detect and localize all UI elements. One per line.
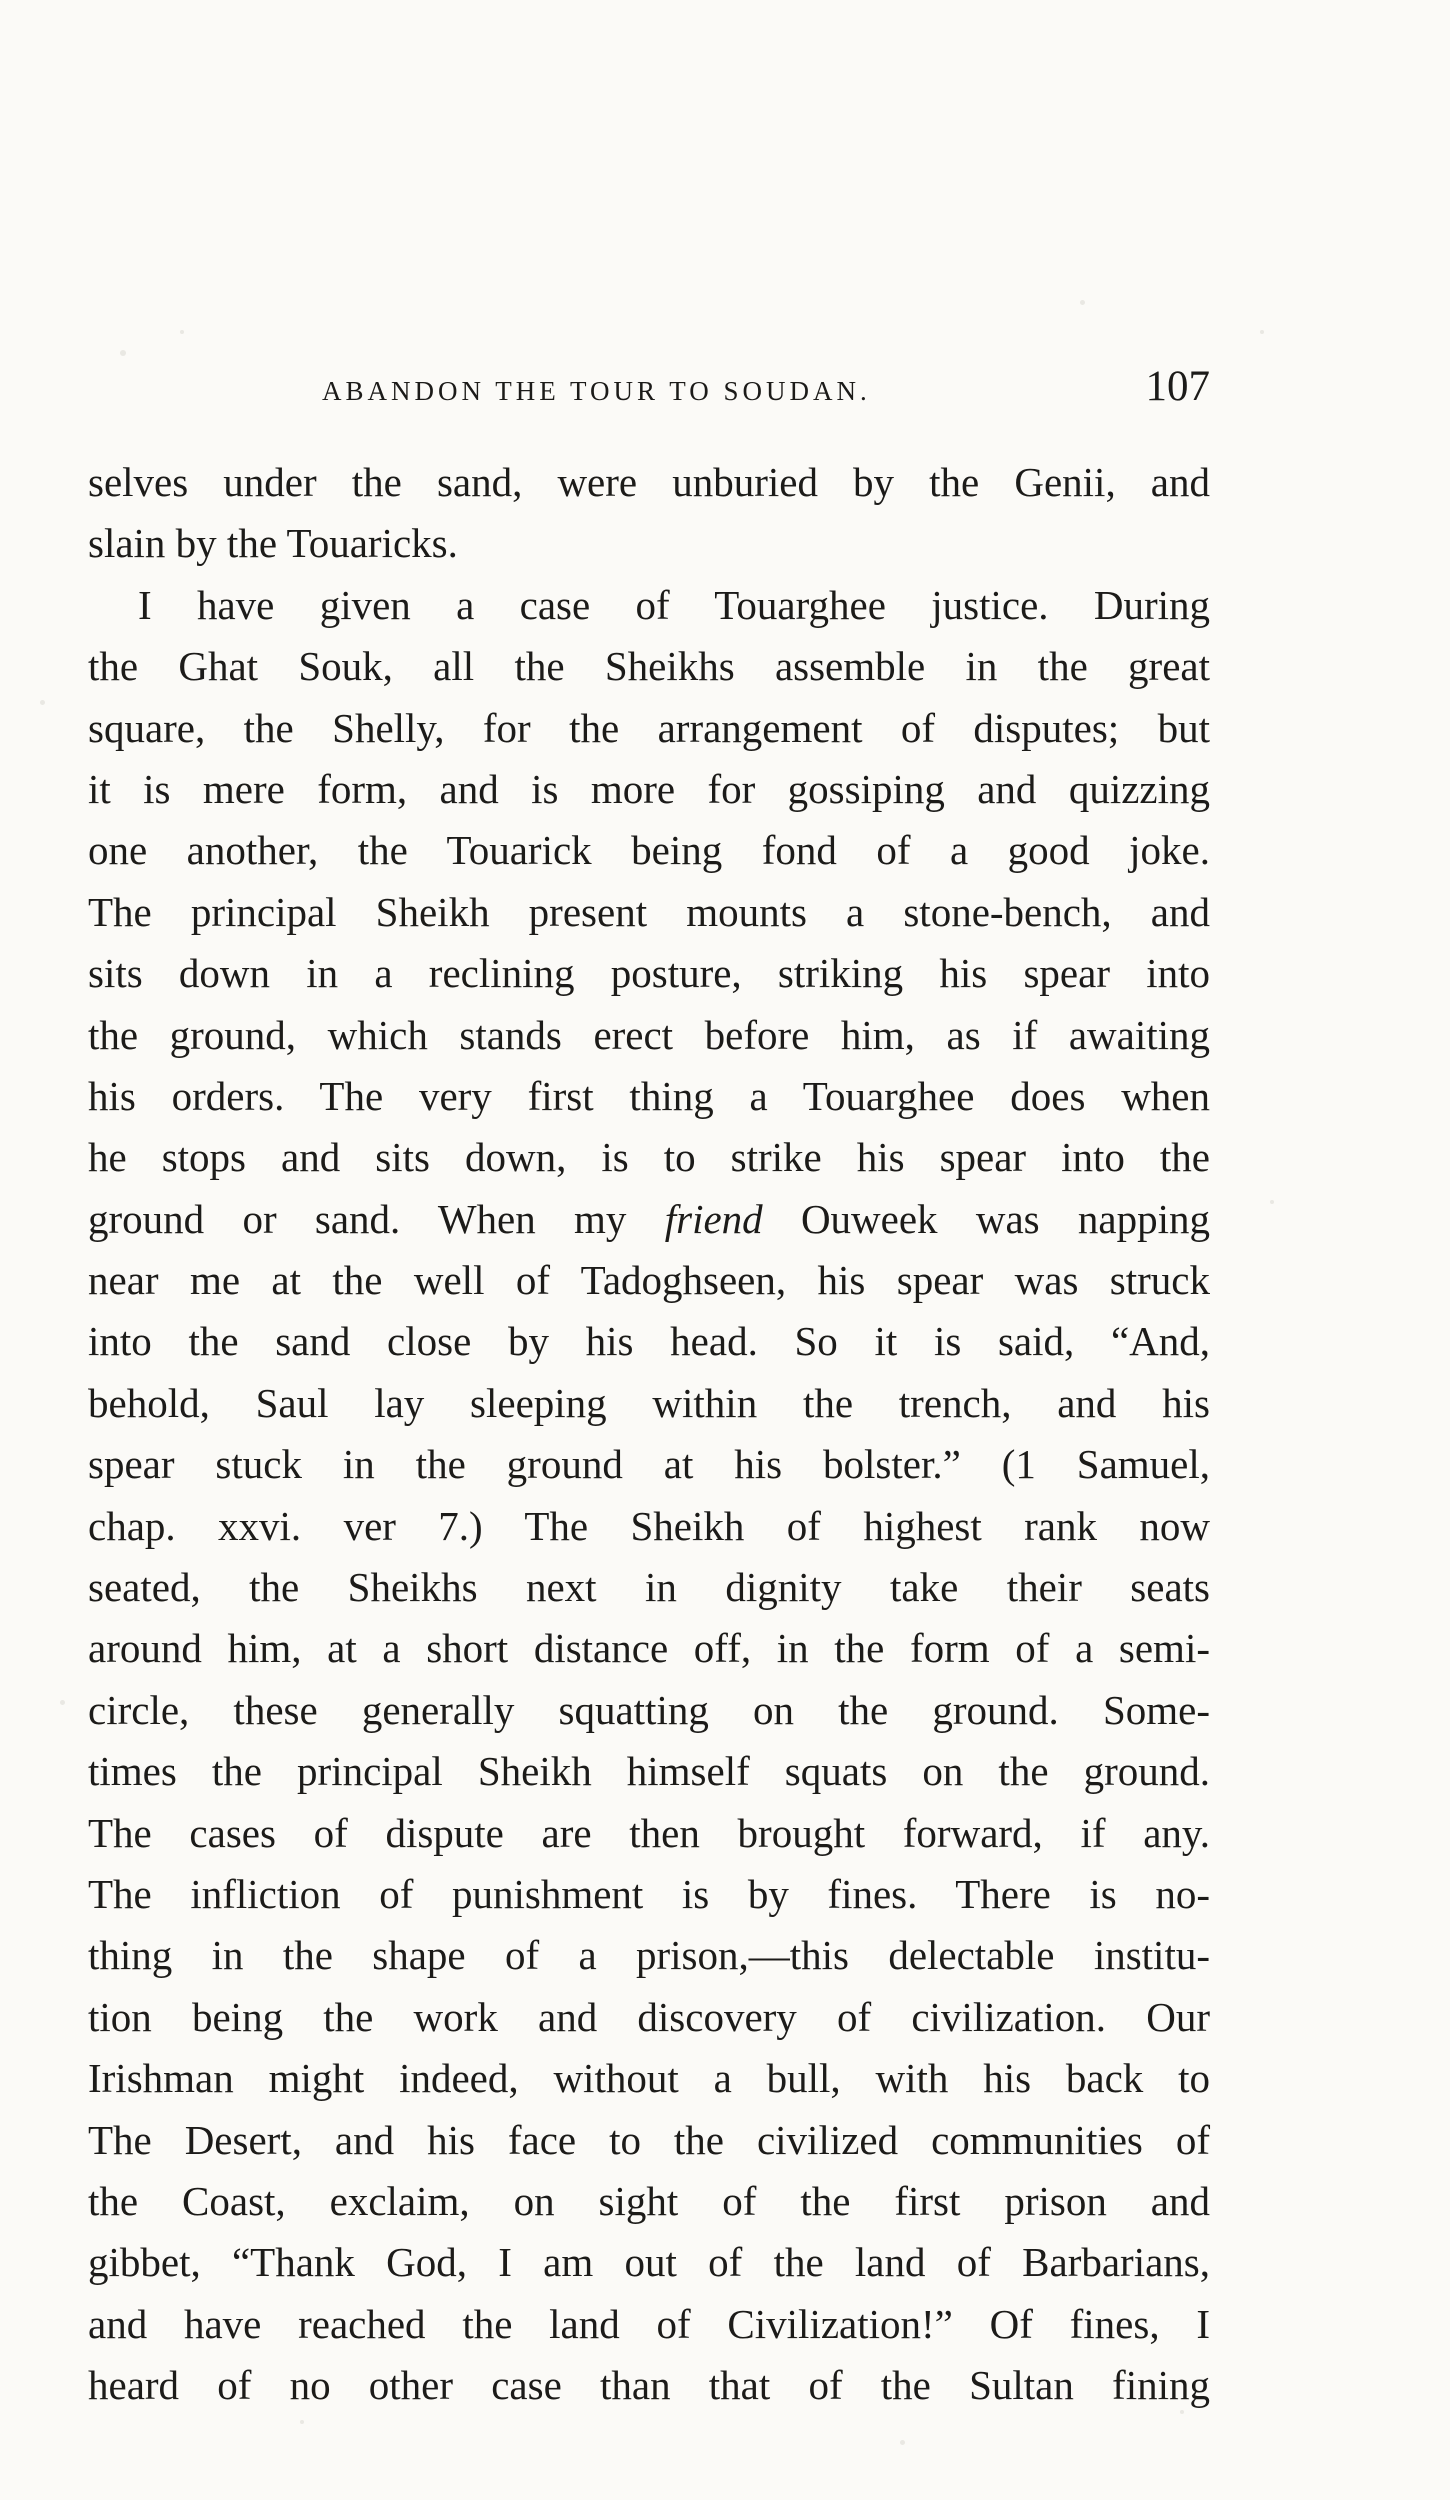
page-number: 107 — [1145, 363, 1210, 410]
text-segment: ground or sand. When my — [88, 1195, 665, 1242]
text-line: The infliction of punishment is by fines. There is no- — [88, 1870, 1210, 1917]
text-line: times the principal Sheikh himself squats on the ground. — [88, 1748, 1210, 1795]
text-line: thing in the shape of a prison,—this delectable institu- — [88, 1932, 1210, 1979]
running-title: ABANDON THE TOUR TO SOUDAN. — [322, 376, 871, 406]
paper-speckle — [900, 2440, 905, 2445]
running-head — [90, 362, 1250, 422]
text-line: behold, Saul lay sleeping within the trench, and his — [88, 1379, 1210, 1426]
paper-speckle — [40, 700, 45, 705]
text-line: The Desert, and his face to the civilized communities of — [88, 2116, 1210, 2163]
text-line: he stops and sits down, is to strike his spear into the — [88, 1134, 1210, 1181]
text-line: the ground, which stands erect before him, as if awaiting — [88, 1011, 1210, 1058]
text-line: his orders. The very first thing a Touarghee does when — [88, 1072, 1210, 1119]
text-line: the Ghat Souk, all the Sheikhs assemble in the great — [88, 643, 1210, 690]
text-line-with-italic — [88, 1189, 1210, 1250]
paper-speckle — [1080, 300, 1085, 305]
paper-speckle — [300, 2420, 304, 2424]
text-line: tion being the work and discovery of civilization. Our — [88, 1993, 1210, 2040]
paper-speckle — [1260, 330, 1264, 334]
text-line: circle, these generally squatting on the ground. Some- — [88, 1686, 1210, 1733]
italic-word: friend — [664, 1195, 763, 1242]
text-line: seated, the Sheikhs next in dignity take their seats — [88, 1564, 1210, 1611]
text-line: slain by the Touaricks. — [88, 520, 458, 567]
text-line: heard of no other case than that of the Sultan fining — [88, 2362, 1210, 2409]
text-line: chap. xxvi. ver 7.) The Sheikh of highest rank now — [88, 1502, 1210, 1549]
text-line: Irishman might indeed, without a bull, with his back to — [88, 2055, 1210, 2102]
paper-speckle — [180, 330, 184, 334]
text-line: spear stuck in the ground at his bolster.” (1 Samuel, — [88, 1441, 1210, 1488]
body-text — [88, 452, 1210, 2417]
text-line: the Coast, exclaim, on sight of the first prison and — [88, 2177, 1210, 2224]
text-line: sits down in a reclining posture, striking his spear into — [88, 950, 1210, 997]
paper-speckle — [60, 1700, 65, 1705]
text-line: into the sand close by his head. So it is said, “And, — [88, 1318, 1210, 1365]
text-line: one another, the Touarick being fond of a good joke. — [88, 827, 1210, 874]
text-line: and have reached the land of Civilization!” Of fines, I — [88, 2300, 1210, 2347]
text-line: near me at the well of Tadoghseen, his spear was struck — [88, 1257, 1210, 1304]
text-line: gibbet, “Thank God, I am out of the land of Barbarians, — [88, 2239, 1210, 2286]
text-line: The cases of dispute are then brought forward, if any. — [88, 1809, 1210, 1856]
text-line: selves under the sand, were unburied by the Genii, and — [88, 459, 1210, 505]
text-line: square, the Shelly, for the arrangement of disputes; but — [88, 704, 1210, 751]
paper-speckle — [120, 350, 126, 356]
text-line: I have given a case of Touarghee justice. During — [138, 581, 1210, 628]
text-line: around him, at a short distance off, in the form of a semi- — [88, 1625, 1210, 1672]
text-line: The principal Sheikh present mounts a stone-bench, and — [88, 888, 1210, 935]
text-line: it is mere form, and is more for gossiping and quizzing — [88, 765, 1210, 812]
text-segment: Ouweek was napping — [762, 1195, 1210, 1242]
paper-speckle — [1270, 1200, 1274, 1204]
